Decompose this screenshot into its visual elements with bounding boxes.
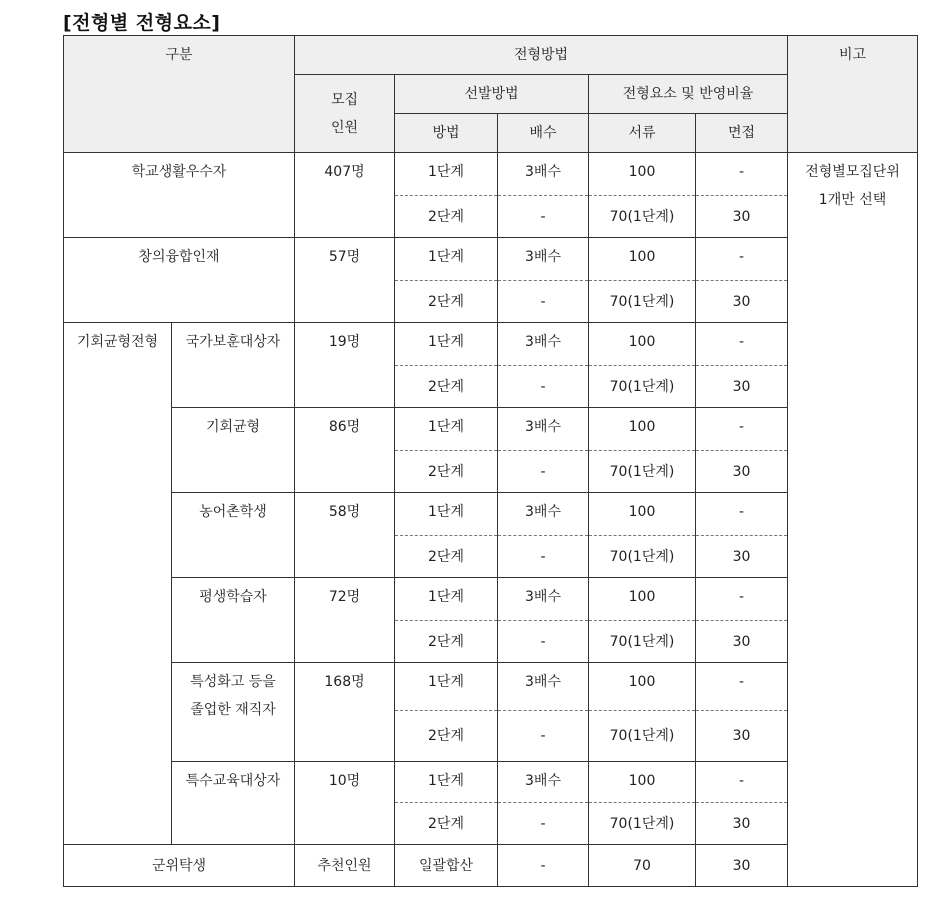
row-count: 72명	[295, 578, 395, 663]
row-count: 86명	[295, 408, 395, 493]
header-bigo: 비고	[788, 36, 918, 153]
row-name: 학교생활우수자	[64, 153, 295, 238]
stage-multiple: 3배수	[498, 578, 589, 621]
stage-interview: -	[696, 408, 788, 451]
stage-interview: 30	[696, 711, 788, 762]
stage-interview: -	[696, 663, 788, 711]
row-sub-name: 특수교육대상자	[172, 762, 295, 845]
stage-multiple: 3배수	[498, 323, 589, 366]
stage-documents: 70(1단계)	[589, 451, 696, 493]
stage-documents: 100	[589, 153, 696, 196]
stage-interview: 30	[696, 366, 788, 408]
row-sub-name: 기회균형	[172, 408, 295, 493]
stage-label: 2단계	[395, 281, 498, 323]
row-group-name: 기회균형전형	[64, 323, 172, 845]
stage-interview: -	[696, 762, 788, 803]
stage-interview: -	[696, 578, 788, 621]
row-count: 추천인원	[295, 845, 395, 887]
stage-label: 2단계	[395, 536, 498, 578]
section-title: [전형별 전형요소]	[63, 12, 221, 34]
row-count: 58명	[295, 493, 395, 578]
row-way: 일괄합산	[395, 845, 498, 887]
stage-documents: 70(1단계)	[589, 621, 696, 663]
stage-multiple: 3배수	[498, 762, 589, 803]
stage-documents: 70(1단계)	[589, 536, 696, 578]
row-name: 창의융합인재	[64, 238, 295, 323]
row-count: 407명	[295, 153, 395, 238]
stage-documents: 70(1단계)	[589, 281, 696, 323]
stage-label: 1단계	[395, 578, 498, 621]
row-sub-name	[172, 663, 295, 762]
stage-label: 1단계	[395, 408, 498, 451]
stage-label: 2단계	[395, 621, 498, 663]
stage-documents: 70(1단계)	[589, 711, 696, 762]
stage-label: 2단계	[395, 803, 498, 845]
admission-elements-table	[63, 35, 918, 887]
stage-label: 1단계	[395, 663, 498, 711]
stage-label: 1단계	[395, 153, 498, 196]
stage-interview: -	[696, 238, 788, 281]
stage-multiple: -	[498, 711, 589, 762]
row-sub-name-line2: 졸업한 재직자	[190, 702, 276, 718]
stage-documents: 70(1단계)	[589, 803, 696, 845]
stage-multiple: 3배수	[498, 153, 589, 196]
stage-interview: 30	[696, 803, 788, 845]
stage-documents: 100	[589, 762, 696, 803]
stage-documents: 100	[589, 238, 696, 281]
stage-multiple: -	[498, 803, 589, 845]
header-recruit	[295, 75, 395, 153]
row-sub-name: 국가보훈대상자	[172, 323, 295, 408]
stage-label: 2단계	[395, 711, 498, 762]
stage-multiple: 3배수	[498, 663, 589, 711]
stage-label: 1단계	[395, 323, 498, 366]
stage-interview: -	[696, 153, 788, 196]
stage-label: 2단계	[395, 366, 498, 408]
row-count: 19명	[295, 323, 395, 408]
stage-documents: 70(1단계)	[589, 196, 696, 238]
stage-interview: 30	[696, 281, 788, 323]
stage-label: 1단계	[395, 238, 498, 281]
header-documents: 서류	[589, 114, 696, 153]
stage-interview: -	[696, 323, 788, 366]
stage-documents: 100	[589, 493, 696, 536]
row-documents: 70	[589, 845, 696, 887]
stage-multiple: 3배수	[498, 238, 589, 281]
stage-documents: 70(1단계)	[589, 366, 696, 408]
row-count: 168명	[295, 663, 395, 762]
stage-interview: 30	[696, 451, 788, 493]
stage-documents: 100	[589, 408, 696, 451]
remark-line1: 전형별모집단위	[805, 164, 900, 180]
stage-multiple: -	[498, 281, 589, 323]
stage-label: 1단계	[395, 493, 498, 536]
stage-multiple: -	[498, 451, 589, 493]
stage-label: 2단계	[395, 196, 498, 238]
row-name: 군위탁생	[64, 845, 295, 887]
header-recruit-line2: 인원	[330, 119, 359, 136]
header-selection: 선발방법	[395, 75, 589, 114]
row-count: 57명	[295, 238, 395, 323]
row-interview: 30	[696, 845, 788, 887]
stage-multiple: -	[498, 536, 589, 578]
header-multiple: 배수	[498, 114, 589, 153]
header-interview: 면접	[696, 114, 788, 153]
header-method: 전형방법	[295, 36, 788, 75]
stage-documents: 100	[589, 323, 696, 366]
row-multiple: -	[498, 845, 589, 887]
stage-documents: 100	[589, 578, 696, 621]
header-recruit-line1: 모집	[330, 91, 359, 108]
stage-interview: 30	[696, 621, 788, 663]
stage-interview: 30	[696, 536, 788, 578]
row-sub-name-line1: 특성화고 등을	[190, 674, 276, 690]
row-sub-name: 농어촌학생	[172, 493, 295, 578]
header-way: 방법	[395, 114, 498, 153]
stage-documents: 100	[589, 663, 696, 711]
header-elements: 전형요소 및 반영비율	[589, 75, 788, 114]
stage-label: 1단계	[395, 762, 498, 803]
remark-cell	[788, 153, 918, 887]
stage-multiple: -	[498, 366, 589, 408]
stage-multiple: -	[498, 196, 589, 238]
row-sub-name: 평생학습자	[172, 578, 295, 663]
stage-label: 2단계	[395, 451, 498, 493]
stage-multiple: 3배수	[498, 408, 589, 451]
header-gubun: 구분	[64, 36, 295, 153]
row-count: 10명	[295, 762, 395, 845]
remark-line2: 1개만 선택	[818, 192, 887, 208]
stage-multiple: -	[498, 621, 589, 663]
stage-interview: 30	[696, 196, 788, 238]
stage-interview: -	[696, 493, 788, 536]
stage-multiple: 3배수	[498, 493, 589, 536]
